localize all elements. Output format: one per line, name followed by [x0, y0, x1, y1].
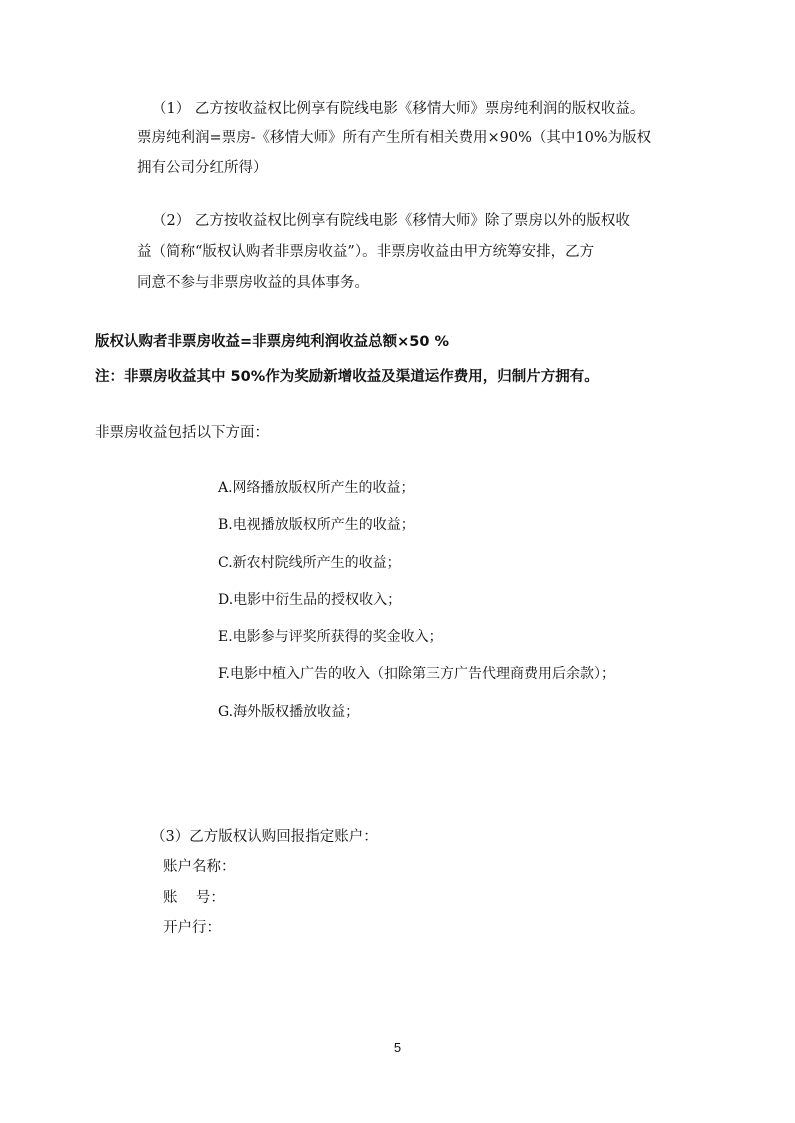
clause1-line1: （1） 乙方按收益权比例享有院线电影《移情大师》票房纯利润的版权收益。 [152, 101, 645, 117]
page-number: 5 [393, 1040, 402, 1055]
clause2-line1: （2） 乙方按收益权比例享有院线电影《移情大师》除了票房以外的版权收 [152, 213, 630, 229]
list-item: D.电影中衍生品的授权收入； [218, 591, 402, 608]
revenue-item-list [218, 478, 615, 739]
list-item: B.电视播放版权所产生的收益； [218, 517, 415, 534]
clause2-line2: 益（简称“版权认购者非票房收益”）。非票房收益由甲方统筹安排，乙方 [137, 244, 595, 260]
revenue-intro: 非票房收益包括以下方面： [95, 425, 269, 441]
account-number-label: 账 号： [163, 890, 225, 906]
list-item: C.新农村院线所产生的收益； [218, 554, 401, 571]
list-item: A.网络播放版权所产生的收益； [218, 480, 415, 496]
clause2-line3: 同意不参与非票房收益的具体事务。 [137, 275, 369, 291]
bank-label: 开户行： [163, 920, 221, 936]
list-item: F.电影中植入广告的收入（扣除第三方广告代理商费用后余款）； [218, 666, 615, 683]
clause1-line2: 票房纯利润=票房-《移情大师》所有产生所有相关费用×90%（其中10%为版权 [137, 130, 652, 146]
list-item: E.电影参与评奖所获得的奖金收入； [218, 629, 443, 646]
clause1-line3: 拥有公司分红所得） [137, 160, 268, 176]
account-name-label: 账户名称： [163, 859, 236, 875]
note-text: 注：非票房收益其中 50%作为奖励新增收益及渠道运作费用，归制片方拥有。 [95, 369, 599, 385]
formula-heading: 版权认购者非票房收益=非票房纯利润收益总额×50 % [95, 334, 450, 350]
clause3-title: （3）乙方版权认购回报指定账户： [151, 829, 378, 845]
list-item: G.海外版权播放收益； [218, 703, 360, 720]
